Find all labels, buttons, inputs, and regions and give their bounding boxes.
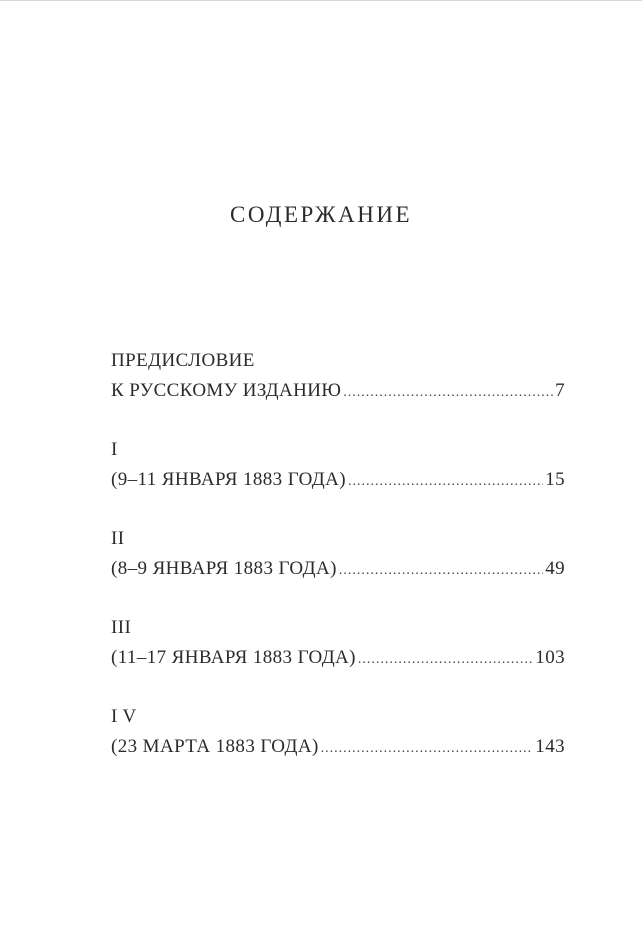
toc-entry-heading: I — [111, 439, 118, 460]
toc-entry-heading: II — [111, 528, 125, 549]
toc-entry-page: 15 — [545, 469, 565, 490]
dot-leader — [343, 378, 553, 408]
toc-entry-label: (11–17 ЯНВАРЯ 1883 ГОДА) — [111, 647, 356, 668]
toc-entry-preface — [111, 346, 565, 408]
top-border — [0, 0, 642, 1]
toc-entry-chapter-3 — [111, 613, 565, 675]
toc-entry-row[interactable] — [111, 376, 565, 408]
toc-entry-heading: III — [111, 617, 132, 638]
toc-entry-row[interactable] — [111, 732, 565, 764]
toc-entry-heading: I V — [111, 706, 137, 727]
toc-entry-row[interactable] — [111, 643, 565, 675]
toc-entry-page: 143 — [535, 736, 565, 757]
toc-entry-chapter-4 — [111, 702, 565, 764]
toc-entry-chapter-1 — [111, 435, 565, 497]
toc-entry-heading: ПРЕДИСЛОВИЕ — [111, 350, 255, 371]
dot-leader — [339, 556, 543, 586]
toc-entry-row[interactable] — [111, 465, 565, 497]
page-title: СОДЕРЖАНИЕ — [229, 202, 412, 227]
dot-leader — [321, 734, 534, 764]
toc-entry-label: (8–9 ЯНВАРЯ 1883 ГОДА) — [111, 558, 337, 579]
toc-entry-page: 7 — [555, 380, 565, 401]
toc-entry-label: (9–11 ЯНВАРЯ 1883 ГОДА) — [111, 469, 347, 490]
toc-entry-label: (23 МАРТА 1883 ГОДА) — [111, 736, 319, 757]
toc-entry-page: 49 — [545, 558, 565, 579]
toc-entry-label: К РУССКОМУ ИЗДАНИЮ — [111, 380, 342, 401]
dot-leader — [358, 645, 533, 675]
toc-entry-chapter-2 — [111, 524, 565, 586]
toc-entry-row[interactable] — [111, 554, 565, 586]
dot-leader — [348, 467, 543, 497]
table-of-contents — [111, 346, 565, 791]
toc-entry-page: 103 — [535, 647, 565, 668]
